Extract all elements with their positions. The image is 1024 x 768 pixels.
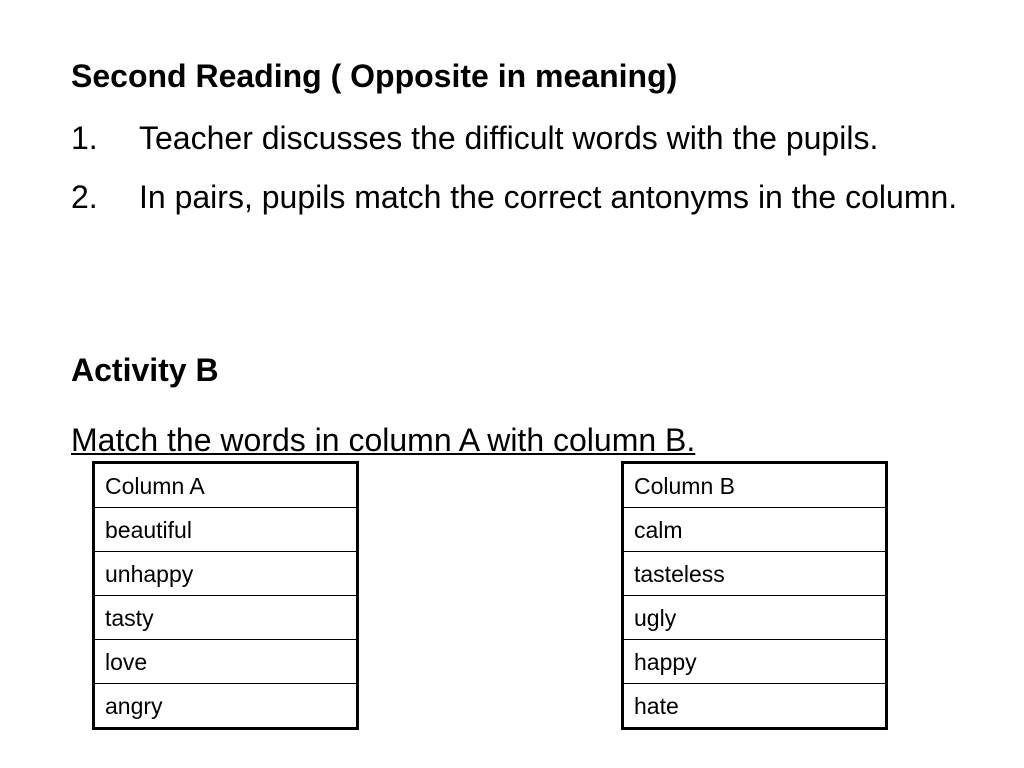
column-a-table xyxy=(92,461,359,730)
column-a-cell: tasty xyxy=(94,596,358,640)
column-a-cell: angry xyxy=(94,684,358,729)
column-b-table xyxy=(621,461,888,730)
table-row xyxy=(94,508,358,552)
step-text: Teacher discusses the difficult words with the pupils. xyxy=(139,120,879,156)
step-item xyxy=(71,114,971,163)
table-row xyxy=(623,463,887,508)
column-b-cell: tasteless xyxy=(623,552,887,596)
table-row xyxy=(94,463,358,508)
step-text: In pairs, pupils match the correct antonyms in the column. xyxy=(139,179,958,215)
column-a-cell: unhappy xyxy=(94,552,358,596)
activity-title: Activity B xyxy=(71,352,219,388)
step-number: 1. xyxy=(71,120,98,156)
table-row xyxy=(623,596,887,640)
table-row xyxy=(94,684,358,729)
step-item xyxy=(71,173,971,222)
table-row xyxy=(623,640,887,684)
table-row xyxy=(94,552,358,596)
steps-list xyxy=(71,114,971,232)
activity-instruction: Match the words in column A with column B. xyxy=(71,422,696,458)
page-title: Second Reading ( Opposite in meaning) xyxy=(71,58,678,94)
column-a-cell: beautiful xyxy=(94,508,358,552)
table-row xyxy=(623,508,887,552)
column-b-cell: ugly xyxy=(623,596,887,640)
column-b-cell: hate xyxy=(623,684,887,729)
column-a-cell: love xyxy=(94,640,358,684)
column-a-header: Column A xyxy=(94,463,358,508)
column-b-cell: happy xyxy=(623,640,887,684)
column-b-header: Column B xyxy=(623,463,887,508)
table-row xyxy=(623,552,887,596)
step-number: 2. xyxy=(71,179,98,215)
table-row xyxy=(94,640,358,684)
table-row xyxy=(94,596,358,640)
table-row xyxy=(623,684,887,729)
column-b-cell: calm xyxy=(623,508,887,552)
